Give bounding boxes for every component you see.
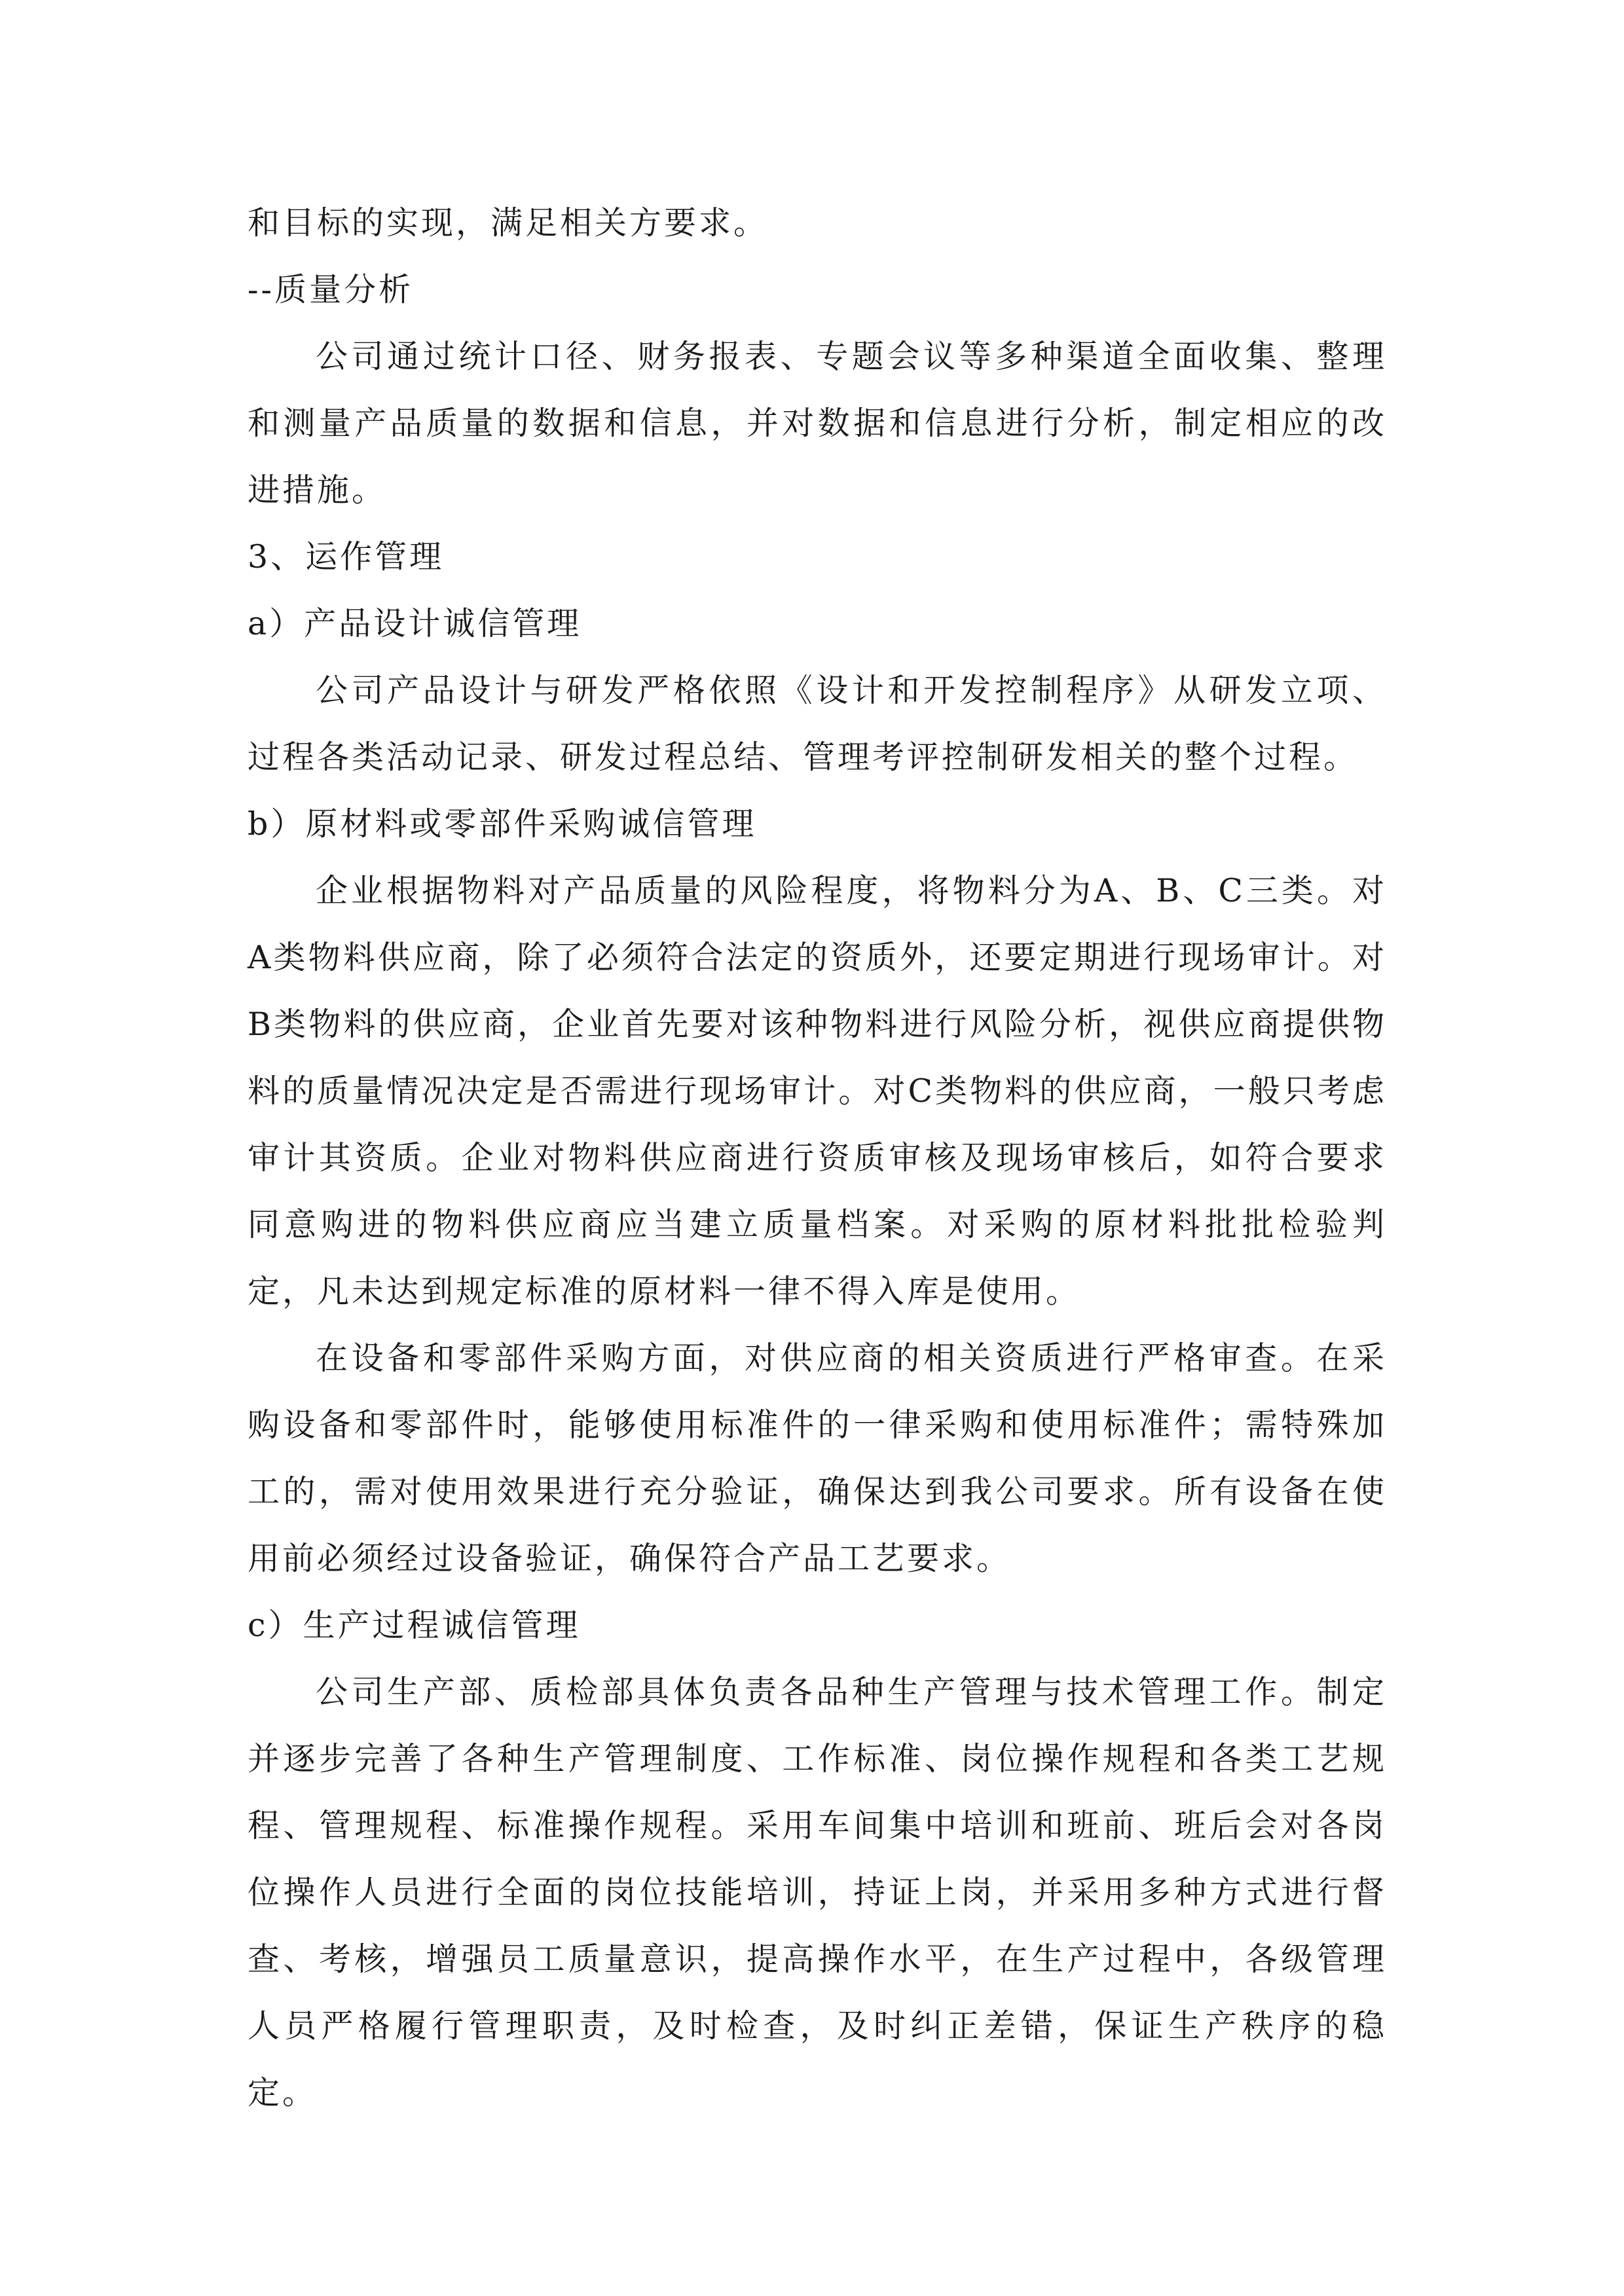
paragraph-material-classification: 企业根据物料对产品质量的风险程度，将物料分为A、B、C三类。对A类物料供应商，除了必须符合法定的资质外，还要定期进行现场审计。对B类物料的供应商，企业首先要对该种物料进行风险分析，视供应商提供物料的质量情况决定是否需进行现场审计。对C类物料的供应商，一般只考虑审计其资质。企业对物料供应商进行资质审核及现场审核后，如符合要求同意购进的物料供应商应当建立质量档案。对采购的原材料批批检验判定，凡未达到规定标准的原材料一律不得入库是使用。: [248, 872, 1387, 1310]
paragraph-product-design: 公司产品设计与研发严格依照《设计和开发控制程序》从研发立项、过程各类活动记录、研发过程总结、管理考评控制研发相关的整个过程。: [248, 672, 1387, 776]
document-body: [248, 190, 1387, 2126]
subheading-procurement: b）原材料或零部件采购诚信管理: [248, 805, 757, 843]
section-heading-quality-analysis: --质量分析: [248, 271, 414, 308]
paragraph-production-process: 公司生产部、质检部具体负责各品种生产管理与技术管理工作。制定并逐步完善了各种生产管理制度、工作标准、岗位操作规程和各类工艺规程、管理规程、标准操作规程。采用车间集中培训和班前、班后会对各岗位操作人员进行全面的岗位技能培训，持证上岗，并采用多种方式进行督查、考核，增强员工质量意识，提高操作水平，在生产过程中，各级管理人员严格履行管理职责，及时检查，及时纠正差错，保证生产秩序的稳定。: [248, 1673, 1387, 2111]
subheading-product-design: a）产品设计诚信管理: [248, 605, 582, 642]
section-heading-operation-management: 3、运作管理: [248, 538, 445, 575]
paragraph-quality-analysis: 公司通过统计口径、财务报表、专题会议等多种渠道全面收集、整理和测量产品质量的数据和信息，并对数据和信息进行分析，制定相应的改进措施。: [248, 338, 1387, 509]
subheading-production-process: c）生产过程诚信管理: [248, 1607, 581, 1644]
paragraph-equipment-procurement: 在设备和零部件采购方面，对供应商的相关资质进行严格审查。在采购设备和零部件时，能够使用标准件的一律采购和使用标准件；需特殊加工的，需对使用效果进行充分验证，确保达到我公司要求。所有设备在使用前必须经过设备验证，确保符合产品工艺要求。: [248, 1339, 1387, 1577]
continuation-line: 和目标的实现，满足相关方要求。: [248, 204, 769, 242]
